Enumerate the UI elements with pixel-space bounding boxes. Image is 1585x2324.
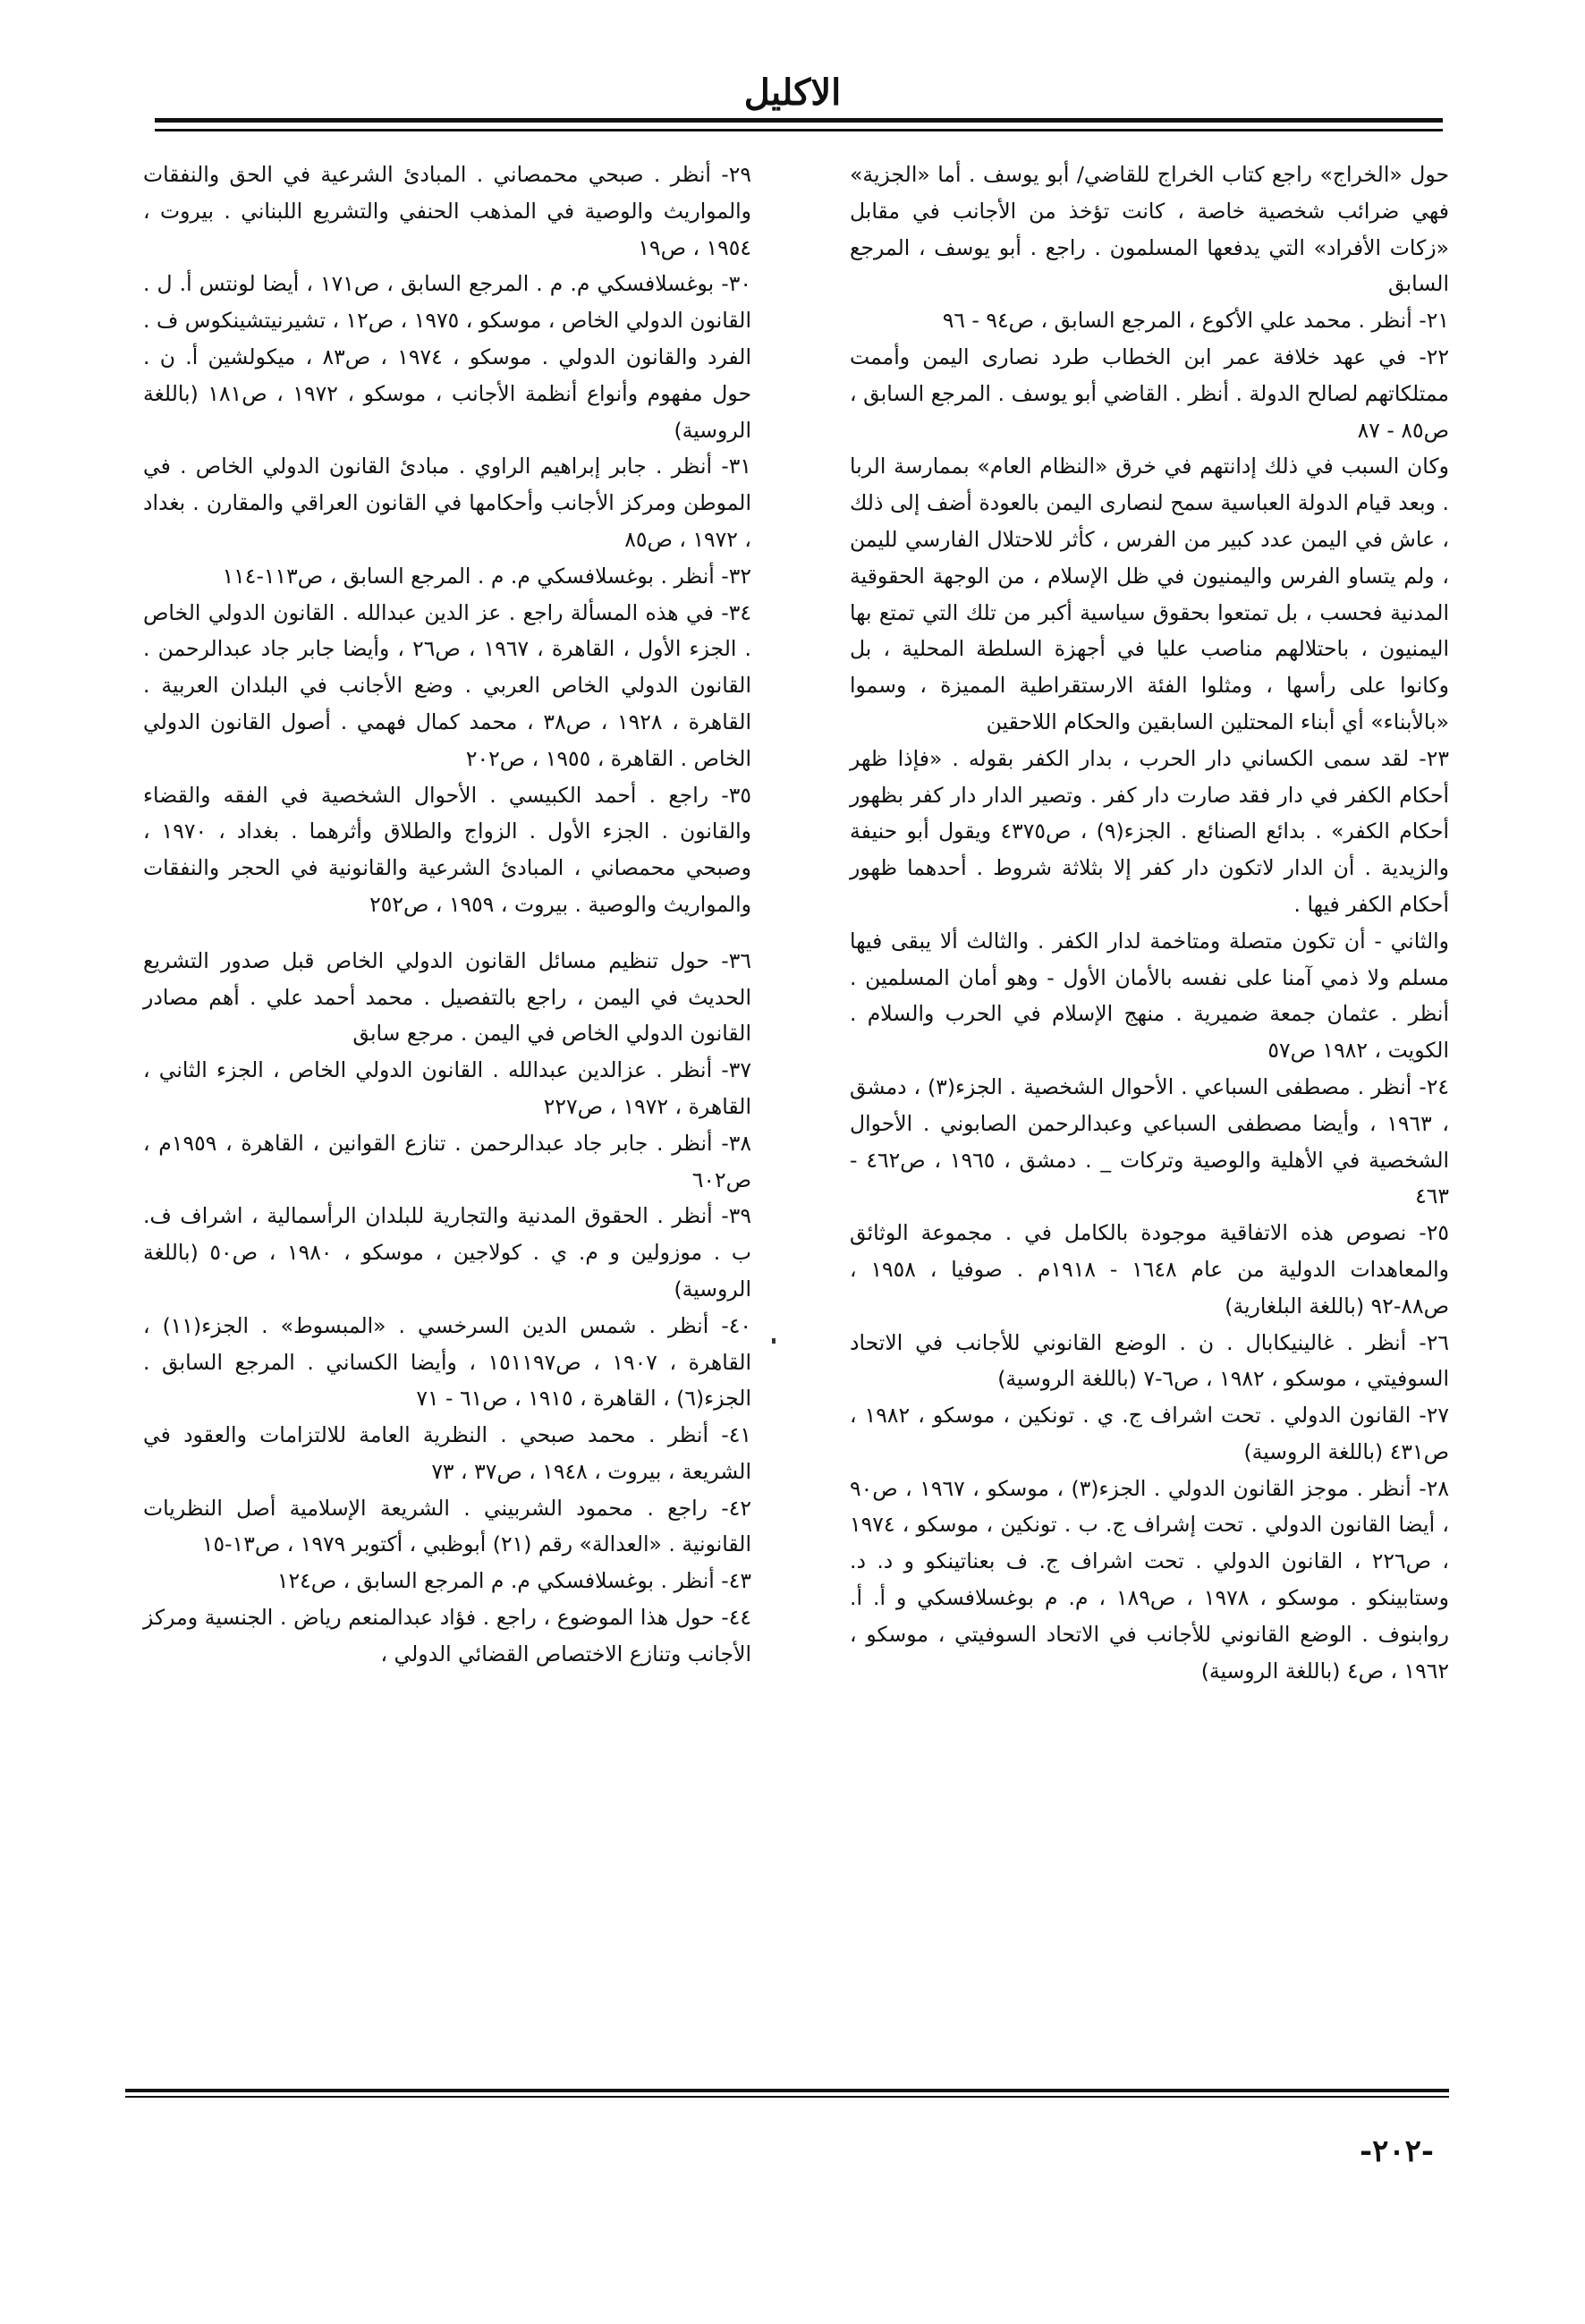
note-25: ٢٥- نصوص هذه الاتفاقية موجودة بالكامل في . مجموعة الوثائق والمعاهدات الدولية من عام ١٦٤٨ - ١٩١٨م . صوفيا ، ١٩٥٨ ، ص٨٨-٩٢ (باللغة البلغارية) (850, 1220, 1449, 1319)
note-38: ٣٨- أنظر . جابر جاد عبدالرحمن . تنازع القوانين ، القاهرة ، ١٩٥٩م ، ص٦٠٢ (143, 1130, 751, 1192)
note-36: ٣٦- حول تنظيم مسائل القانون الدولي الخاص قبل صدور التشريع الحديث في اليمن ، راجع بالتفصيل . محمد أحمد علي . أهم مصادر القانون الدولي الخاص في اليمن . مرجع سابق (143, 947, 751, 1047)
section-gap (143, 923, 751, 943)
note-31: ٣١- أنظر . جابر إبراهيم الراوي . مبادئ القانون الدولي الخاص . في الموطن ومركز الأجانب وأحكامها في القانون العراقي والمقارن . بغداد ، ١٩٧٢ ، ص٨٥ (143, 454, 751, 552)
note-22: ٢٢- في عهد خلافة عمر ابن الخطاب طرد نصارى اليمن وأممت ممتلكاتهم لصالح الدولة . أنظر . القاضي أبو يوسف . المرجع السابق ، ص٨٥ - ٨٧ (850, 344, 1449, 443)
note-43: ٤٣- أنظر . بوغسلافسكي م. م المرجع السابق ، ص١٢٤ (276, 1568, 751, 1594)
note-26: ٢٦- أنظر . غالينيكابال . ن . الوضع القانوني للأجانب في الاتحاد السوفيتي ، موسكو ، ١٩٨٢ ، ص٦-٧ (باللغة الروسية) (850, 1329, 1449, 1392)
note-39: ٣٩- أنظر . الحقوق المدنية والتجارية للبلدان الرأسمالية ، اشراف ف. ب . موزولين و م. ي . كولاجين ، موسكو ، ١٩٨٠ ، ص٥٠ (باللغة الروسية) (143, 1203, 751, 1302)
notes-column-left (143, 157, 751, 1673)
note-44: ٤٤- حول هذا الموضوع ، راجع . فؤاد عبدالمنعم رياض . الجنسية ومركز الأجانب وتنازع الاختصاص القضائي الدولي ، (143, 1605, 751, 1667)
note-35: ٣٥- راجع . أحمد الكبيسي . الأحوال الشخصية في الفقه والقضاء والقانون . الجزء الأول . الزواج والطلاق وأثرهما . بغداد ، ١٩٧٠ ، وصبحي محمصاني ، المبادئ الشرعية والقانونية في الحجر والنفقات والمواريث والوصية . بيروت ، ١٩٥٩ ، ص٢٥٢ (143, 782, 751, 917)
note-27: ٢٧- القانون الدولي . تحت اشراف ج. ي . تونكين ، موسكو ، ١٩٨٢ ، ص٤٣١ (باللغة الروسية) (850, 1403, 1449, 1464)
note-text: حول «الخراج» راجع كتاب الخراج للقاضي/ أبو يوسف . أما «الجزية» فهي ضرائب شخصية خاصة ، كانت تؤخذ من الأجانب في مقابل «زكات الأفراد» التي يدفعها المسلمون . راجع . أبو يوسف ، المرجع السابق (850, 162, 1449, 297)
note-24: ٢٤- أنظر . مصطفى السباعي . الأحوال الشخصية . الجزء(٣) ، دمشق ، ١٩٦٣ ، وأيضا مصطفى السباعي وعبدالرحمن الصابوني . الأحوال الشخصية في الأهلية والوصية وتركات _ . دمشق ، ١٩٦٥ ، ص٤٦٢ - ٤٦٣ (850, 1073, 1450, 1209)
note-30: ٣٠- بوغسلافسكي م. م . المرجع السابق ، ص١٧١ ، أيضا لونتس أ. ل . القانون الدولي الخاص ، موسكو ، ١٩٧٥ ، ص١٢ ، تشيرنيتشينكوس ف . الفرد والقانون الدولي . موسكو ، ١٩٧٤ ، ص٨٣ ، ميكولشين أ. ن . حول مفهوم وأنواع أنظمة الأجانب ، موسكو ، ١٩٧٢ ، ص١٨١ (باللغة الروسية) (143, 271, 751, 443)
note-42: ٤٢- راجع . محمود الشربيني . الشريعة الإسلامية أصل النظريات القانونية . «العدالة» رقم (٢١) أبوظبي ، أكتوبر ١٩٧٩ ، ص١٣-١٥ (143, 1495, 751, 1557)
note-paragraph: وكان السبب في ذلك إدانتهم في خرق «النظام العام» بممارسة الربا . وبعد قيام الدولة العباسية سمح لنصارى اليمن بالعودة أضف إلى ذلك ، عاش في اليمن عدد كبير من الفرس ، كأثر للاحتلال الفارسي لليمن ، ولم يتساو الفرس واليمنيون في ظل الإسلام ، من الوجهة الحقوقية المدنية فحسب ، بل تمتعوا بحقوق سياسية أكبر من تلك التي تمتع بها اليمنيون ، باحتلالهم مناصب عليا في أجهزة السلطة المحلية ، بل وكانوا على رأسها ، ومثلوا الفئة الارستقراطية المميزة ، وسموا «بالأبناء» أي أبناء المحتلين السابقين والحكام اللاحقين (850, 454, 1449, 734)
header-rule (155, 118, 1443, 123)
page-title: الاكليل (743, 72, 842, 114)
note-41: ٤١- أنظر . محمد صبحي . النظرية العامة للالتزامات والعقود في الشريعة ، بيروت ، ١٩٤٨ ، ص٣٧ ، ٧٣ (143, 1422, 751, 1484)
note-37: ٣٧- أنظر . عزالدين عبدالله . القانون الدولي الخاص ، الجزء الثاني ، القاهرة ، ١٩٧٢ ، ص٢٢٧ (143, 1057, 751, 1119)
note-32: ٣٢- أنظر . بوغسلافسكي م. م . المرجع السابق ، ص١١٣-١١٤ (222, 563, 751, 589)
page-number: -٢٠٢- (1360, 2133, 1435, 2169)
footer-rule (125, 2089, 1449, 2092)
note-21: ٢١- أنظر . محمد علي الأكوع ، المرجع السابق ، ص٩٤ - ٩٦ (942, 308, 1449, 334)
note-28: ٢٨- أنظر . موجز القانون الدولي . الجزء(٣) ، موسكو ، ١٩٦٧ ، ص٩٠ ، أيضا القانون الدولي . تحت إشراف ج. ب . تونكين ، موسكو ، ١٩٧٤ ، ص٢٢٦ ، القانون الدولي . تحت اشراف ج. ف بعناتينكو و د. د. وستابينكو . موسكو ، ١٩٧٨ ، ص١٨٩ ، م. م بوغسلافسكي و أ. أ. روابنوف . الوضع القانوني للأجانب في الاتحاد السوفيتي ، موسكو ، ١٩٦٢ ، ص٤ (باللغة الروسية) (850, 1475, 1449, 1684)
note-29: ٢٩- أنظر . صبحي محمصاني . المبادئ الشرعية في الحق والنفقات والمواريث والوصية في المذهب الحنفي والتشريع اللبناني . بيروت ، ١٩٥٤ ، ص١٩ (143, 162, 751, 260)
notes-column-right (850, 157, 1449, 1689)
note-40: ٤٠- أنظر . شمس الدين السرخسي . «المبسوط» . الجزء(١١) ، القاهرة ، ١٩٠٧ ، ص١٥١١٩٧ ، وأيضا الكساني . المرجع السابق . الجزء(٦) ، القاهرة ، ١٩١٥ ، ص٦١ - ٧١ (143, 1312, 752, 1412)
scan-mark (772, 1338, 776, 1344)
footer-rule-thin (125, 2096, 1449, 2098)
note-paragraph: والثاني - أن تكون متصلة ومتاخمة لدار الكفر . والثالث ألا يبقى فيها مسلم ولا ذمي آمنا على نفسه بالأمان الأول - وهو أمان المسلمين . أنظر . عثمان جمعة ضميرية . منهج الإسلام في الحرب والسلام . الكويت ، ١٩٨٢ ص٥٧ (850, 928, 1449, 1064)
header-rule-thin (155, 129, 1443, 131)
note-34: ٣٤- في هذه المسألة راجع . عز الدين عبدالله . القانون الدولي الخاص . الجزء الأول ، القاهرة ، ١٩٦٧ ، ص٢٦ ، وأيضا جابر جاد عبدالرحمن . القانون الدولي الخاص العربي . وضع الأجانب في البلدان العربية . القاهرة ، ١٩٢٨ ، ص٣٨ ، محمد كمال فهمي . أصول القانون الدولي الخاص . القاهرة ، ١٩٥٥ ، ص٢٠٢ (143, 599, 752, 771)
note-23: ٢٣- لقد سمى الكساني دار الحرب ، بدار الكفر بقوله . «فإذا ظهر أحكام الكفر في دار فقد صارت دار كفر . وتصير الدار دار كفر بظهور أحكام الكفر» . بدائع الصنائع . الجزء(٩) ، ص٤٣٧٥ ويقول أبو حنيفة والزيدية . أن الدار لاتكون دار كفر إلا بثلاثة شروط . أحدهما ظهور أحكام الكفر فيها . (850, 745, 1450, 917)
